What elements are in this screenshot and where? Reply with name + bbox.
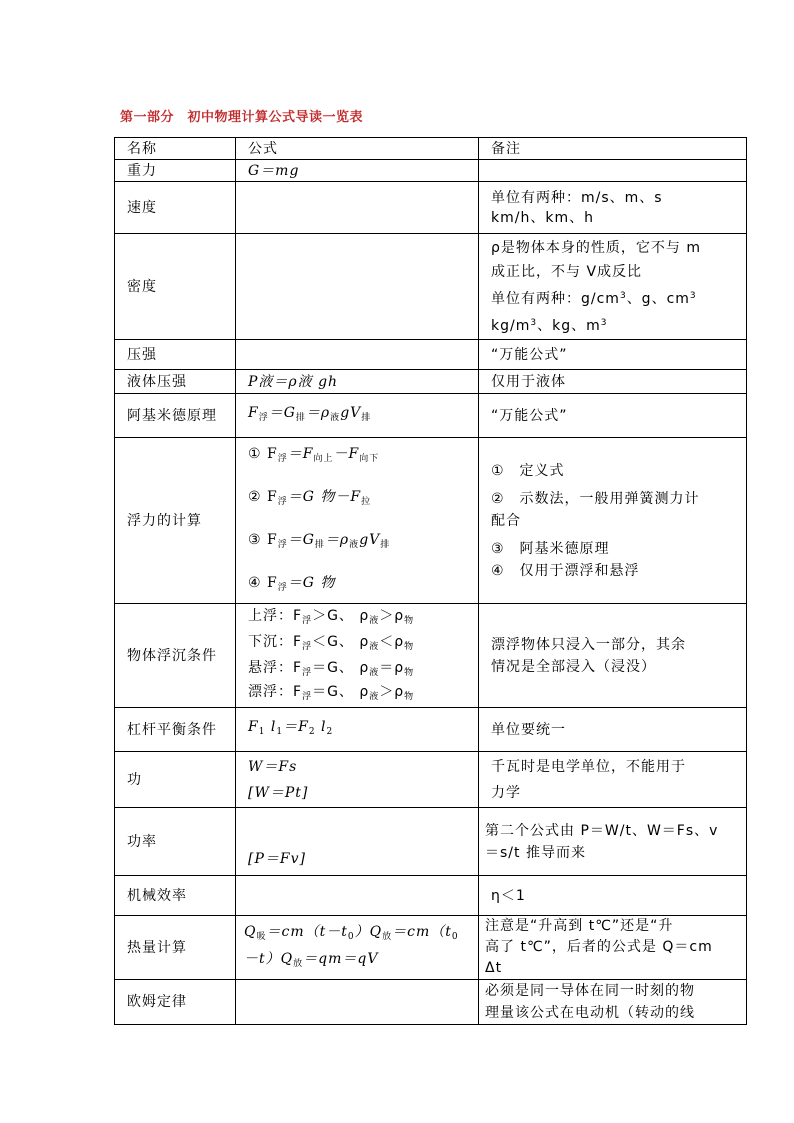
formula-part: ③ F xyxy=(248,531,278,548)
note-line: 配合 xyxy=(491,512,521,529)
subscript: 浮 xyxy=(302,691,313,702)
note-text: 单位有两种：g/cm xyxy=(491,290,620,307)
note-line: 单位有两种：m/s、m、s xyxy=(491,189,663,206)
subscript: 物 xyxy=(404,641,415,652)
page-title: 第一部分 初中物理计算公式导读一览表 xyxy=(120,110,364,125)
row-name: 密度 xyxy=(115,234,236,340)
subscript: 液 xyxy=(369,641,380,652)
formula-line xyxy=(248,684,472,706)
formula-line xyxy=(244,948,472,975)
table-row xyxy=(115,182,747,234)
row-formula xyxy=(236,340,479,370)
row-note: “万能公式” xyxy=(479,394,747,438)
row-formula xyxy=(236,916,479,980)
row-formula xyxy=(236,394,479,438)
formula-part: l xyxy=(265,719,277,735)
subscript: 浮 xyxy=(277,496,288,507)
superscript: 3 xyxy=(619,290,627,301)
subscript: 液 xyxy=(349,539,360,550)
note-line: ρ是物体本身的性质，它不与 m xyxy=(491,239,701,256)
row-note: 仅用于液体 xyxy=(479,370,747,394)
table-row xyxy=(115,752,747,808)
row-formula xyxy=(236,604,479,708)
formula-part: －F xyxy=(333,445,360,462)
table-row xyxy=(115,340,747,370)
row-name: 功率 xyxy=(115,808,236,876)
formula-part: ＝F xyxy=(287,445,314,462)
note-line: ① 定义式 xyxy=(491,462,565,479)
row-note: 单位要统一 xyxy=(479,708,747,752)
superscript: 3 xyxy=(530,317,538,328)
subscript: 排 xyxy=(295,413,306,423)
subscript: 物 xyxy=(404,667,415,678)
formula-part: Q xyxy=(244,923,257,940)
formula-part: l xyxy=(315,719,327,735)
table-row xyxy=(115,980,747,1025)
formula-line xyxy=(248,443,472,470)
row-formula xyxy=(236,708,479,752)
formula-part: ＝ρ xyxy=(305,405,331,421)
subscript: 0 xyxy=(451,931,459,942)
formula-part: ＝cm（t－t xyxy=(266,923,348,940)
formula-line: W＝Fs xyxy=(248,758,298,775)
subscript: 物 xyxy=(404,691,415,702)
row-note xyxy=(479,752,747,808)
formula-part: ② F xyxy=(248,488,278,505)
row-name: 速度 xyxy=(115,182,236,234)
row-name: 功 xyxy=(115,752,236,808)
formula-part: F xyxy=(248,405,259,421)
subscript: 物 xyxy=(404,615,415,626)
note-line xyxy=(491,284,740,311)
subscript: 排 xyxy=(361,413,372,423)
formula-part: －t）Q xyxy=(244,950,294,967)
note-line: 成正比，不与 V成反比 xyxy=(491,263,643,280)
header-formula: 公式 xyxy=(236,138,479,160)
subscript: 向下 xyxy=(359,453,380,464)
row-note xyxy=(479,438,747,604)
table-row xyxy=(115,876,747,916)
subscript: 放 xyxy=(382,931,393,942)
note-line: 漂浮物体只浸入一部分，其余 xyxy=(491,636,686,653)
row-formula xyxy=(236,438,479,604)
row-note xyxy=(479,182,747,234)
subscript: 拉 xyxy=(361,496,372,507)
table-row xyxy=(115,370,747,394)
subscript: 0 xyxy=(347,931,355,942)
subscript: 浮 xyxy=(302,641,313,652)
formula-part: ＝G 物－F xyxy=(287,488,362,505)
table-row xyxy=(115,160,747,182)
formula-part: ＝G、 ρ xyxy=(312,659,370,676)
subscript: 向上 xyxy=(313,453,334,464)
formula-part: ＝qm＝qV xyxy=(303,950,379,967)
note-line: ＝s/t 推导而来 xyxy=(485,844,586,861)
formula-line: [W＝Pt] xyxy=(248,784,309,801)
table-row xyxy=(115,708,747,752)
formula-part: ④ F xyxy=(248,574,278,591)
subscript: 浮 xyxy=(302,667,313,678)
formula-part: ＝G、 ρ xyxy=(312,683,370,700)
subscript: 液 xyxy=(369,691,380,702)
note-line: 情况是全部浸入（浸没） xyxy=(491,658,656,675)
note-line: 注意是“升高到 t℃”还是“升 xyxy=(485,918,674,934)
subscript: 液 xyxy=(369,667,380,678)
formula-part: 悬浮：F xyxy=(248,659,303,676)
note-line: km/h、km、h xyxy=(491,209,594,226)
formula-part: ＝ρ xyxy=(324,531,350,548)
formula-part: ＝G xyxy=(268,405,296,421)
formula-part: ＝F xyxy=(283,719,309,735)
row-name: 杠杆平衡条件 xyxy=(115,708,236,752)
formula-line xyxy=(248,606,472,632)
note-line: ④ 仅用于漂浮和悬浮 xyxy=(491,562,640,579)
row-note xyxy=(479,808,747,876)
header-name: 名称 xyxy=(115,138,236,160)
row-formula xyxy=(236,980,479,1025)
formula-part: 下沉：F xyxy=(248,633,303,650)
table-row xyxy=(115,604,747,708)
note-line: 理量该公式在电动机（转动的线 xyxy=(485,1005,695,1021)
row-formula: [P＝Fv] xyxy=(236,808,479,876)
note-line: ② 示数法，一般用弹簧测力计 xyxy=(491,490,700,507)
row-formula xyxy=(236,752,479,808)
note-line xyxy=(491,311,740,338)
subscript: 浮 xyxy=(277,582,288,593)
formula-part: ＞ρ xyxy=(379,683,405,700)
row-note: “万能公式” xyxy=(479,340,747,370)
table-row xyxy=(115,916,747,980)
subscript: 浮 xyxy=(302,615,313,626)
row-note xyxy=(479,916,747,980)
note-text: 、kg、m xyxy=(537,317,601,334)
row-name: 物体浮沉条件 xyxy=(115,604,236,708)
subscript: 2 xyxy=(326,727,334,737)
row-name: 阿基米德原理 xyxy=(115,394,236,438)
formula-part: ＜ρ xyxy=(379,633,405,650)
formula-table xyxy=(114,137,747,1025)
row-name: 欧姆定律 xyxy=(115,980,236,1025)
row-name: 浮力的计算 xyxy=(115,438,236,604)
row-name: 热量计算 xyxy=(115,916,236,980)
subscript: 2 xyxy=(308,727,316,737)
row-name: 重力 xyxy=(115,160,236,182)
superscript: 3 xyxy=(600,317,608,328)
note-line: Δt xyxy=(485,960,503,976)
note-line: 千瓦时是电学单位，不能用于 xyxy=(491,758,686,775)
note-text: kg/m xyxy=(491,317,531,334)
subscript: 浮 xyxy=(277,453,288,464)
note-text: 、g、cm xyxy=(626,290,690,307)
formula-part: ＜G、 ρ xyxy=(312,633,370,650)
note-line: ③ 阿基米德原理 xyxy=(491,540,610,557)
formula-line xyxy=(248,632,472,658)
formula-part: ＝ρ xyxy=(379,659,405,676)
formula-line xyxy=(248,486,472,513)
table-row xyxy=(115,808,747,876)
row-note xyxy=(479,160,747,182)
superscript: 3 xyxy=(689,290,697,301)
formula-part: gV xyxy=(340,405,362,421)
row-formula: G＝mg xyxy=(236,160,479,182)
subscript: 吸 xyxy=(256,931,267,942)
formula-part: 上浮：F xyxy=(248,607,303,624)
subscript: 放 xyxy=(293,958,304,969)
formula-line xyxy=(248,572,472,599)
formula-part: ① F xyxy=(248,445,278,462)
subscript: 排 xyxy=(314,539,325,550)
formula-part: ＝G xyxy=(287,531,315,548)
row-formula: P液＝ρ液 gh xyxy=(236,370,479,394)
row-formula xyxy=(236,234,479,340)
note-line: 力学 xyxy=(491,784,521,801)
row-note: η＜1 xyxy=(479,876,747,916)
note-line: 第二个公式由 P＝W/t、W＝Fs、v xyxy=(485,822,719,839)
formula-part: ＞G、 ρ xyxy=(312,607,370,624)
formula-part: 漂浮：F xyxy=(248,683,303,700)
formula-line xyxy=(248,529,472,556)
formula-part: ）Q xyxy=(354,923,383,940)
table-header-row xyxy=(115,138,747,160)
subscript: 浮 xyxy=(258,413,269,423)
subscript: 浮 xyxy=(277,539,288,550)
row-formula xyxy=(236,182,479,234)
row-name: 液体压强 xyxy=(115,370,236,394)
table-row xyxy=(115,234,747,340)
formula-line xyxy=(244,921,472,948)
row-note xyxy=(479,604,747,708)
row-formula xyxy=(236,876,479,916)
subscript: 排 xyxy=(380,539,391,550)
formula-line xyxy=(248,658,472,684)
formula-part: F xyxy=(248,719,259,735)
formula-part: ＝cm（t xyxy=(392,923,452,940)
row-name: 机械效率 xyxy=(115,876,236,916)
row-note xyxy=(479,234,747,340)
row-note xyxy=(479,980,747,1025)
header-note: 备注 xyxy=(479,138,747,160)
formula-part: ＝G 物 xyxy=(287,574,336,591)
formula-part: ＞ρ xyxy=(379,607,405,624)
table-row xyxy=(115,438,747,604)
note-line: 高了 t℃”，后者的公式是 Q＝cm xyxy=(485,939,713,955)
subscript: 液 xyxy=(369,615,380,626)
formula-part: gV xyxy=(359,531,381,548)
row-name: 压强 xyxy=(115,340,236,370)
subscript: 1 xyxy=(276,727,284,737)
note-line: 必须是同一导体在同一时刻的物 xyxy=(485,983,695,999)
subscript: 1 xyxy=(258,727,266,737)
table-row xyxy=(115,394,747,438)
subscript: 液 xyxy=(330,413,341,423)
